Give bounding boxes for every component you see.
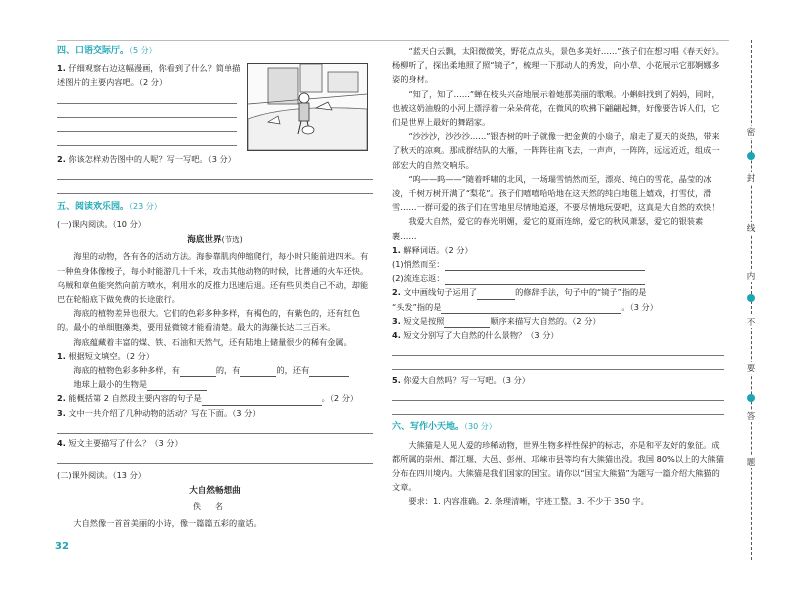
question-5-1a: 海底的植物色彩多种多样，有 的，有 的，还有 bbox=[57, 363, 373, 377]
answer-line[interactable] bbox=[57, 90, 237, 104]
passage-2-title: 大自然畅想曲 bbox=[189, 486, 241, 497]
blank[interactable] bbox=[477, 288, 515, 300]
answer-line[interactable] bbox=[392, 356, 724, 370]
margin-dot-icon bbox=[747, 152, 755, 160]
answer-line[interactable] bbox=[392, 342, 724, 356]
passage-1-para-3: 海底蕴藏着丰富的煤、铁、石油和天然气，还有陆地上储量很少的稀有金属。 bbox=[73, 336, 352, 347]
section-4-heading: 四、口语交际厅。（5 分） bbox=[57, 46, 157, 56]
margin-dot-icon bbox=[747, 294, 755, 302]
answer-line[interactable] bbox=[57, 166, 373, 180]
margin-char: 内 bbox=[744, 270, 758, 282]
writing-prompt: 大熊猫是人见人爱的珍稀动物，世界生物多样性保护的标志，亦是和平友好的象征。成都所属的崇州、都江堰、大邑、彭州、邛崃市县等均有大熊猫出没。我国 80%以上的大熊猫分布在四川境内。大熊猫是我们国家的国宝。请你以“国宝大熊猫”为题写一篇介绍大熊猫的文章。 bbox=[392, 439, 724, 493]
margin-char: 要 bbox=[744, 362, 758, 374]
part-2-label: (二)课外阅读。（13 分） bbox=[57, 470, 146, 481]
right-column bbox=[392, 44, 724, 509]
passage-2-para-1: 大自然像一首首美丽的小诗，像一篇篇五彩的童话。 bbox=[73, 517, 262, 528]
blank[interactable] bbox=[445, 259, 645, 271]
passage-2-para-4: “沙沙沙，沙沙沙……”银杏树的叶子就像一把金黄的小扇子，扇走了夏天的炎热，带来了秋天的凉爽。那成群结队的大雁，一阵阵往南飞去，一声声，一阵阵，远远近近，组成一部宏大的自然交响乐。 bbox=[392, 131, 720, 170]
cartoon-drawing bbox=[248, 64, 367, 150]
question-r-5: 5. 你爱大自然吗？写一写吧。（3 分） bbox=[392, 375, 530, 386]
question-r-3: 3. 短文是按照 顺序来描写大自然的。（2 分） bbox=[392, 314, 724, 328]
question-4-2: 2. 你该怎样劝告图中的人呢？写一写吧。（3 分） bbox=[57, 153, 236, 164]
answer-line[interactable] bbox=[57, 420, 373, 434]
question-r-2b: “头发”指的是 。（3 分） bbox=[392, 300, 724, 314]
passage-1-para-2: 海底的植物差异也很大。它们的色彩多种多样，有褐色的，有紫色的，还有红色的。最小的单细胞藻类，要用显微镜才能看清楚。最大的海藻长达二三百米。 bbox=[57, 308, 360, 333]
passage-2-author: 佚名 bbox=[193, 502, 237, 512]
blank[interactable] bbox=[147, 379, 207, 391]
answer-line[interactable] bbox=[57, 450, 373, 464]
answer-line[interactable] bbox=[392, 387, 724, 401]
question-r-2: 2. 文中画线句子运用了 的修辞手法，句子中的“镜子”指的是 bbox=[392, 285, 724, 299]
blank[interactable] bbox=[444, 316, 490, 328]
answer-lines-4-1 bbox=[57, 90, 237, 146]
passage-1-title: 海底世界(节选) bbox=[187, 235, 243, 246]
blank[interactable] bbox=[202, 394, 322, 406]
blank[interactable] bbox=[445, 273, 645, 285]
question-r-4: 4. 短文分别写了大自然的什么景物？（3 分） bbox=[392, 330, 559, 341]
blank[interactable] bbox=[309, 365, 349, 377]
passage-2-para-6: 我爱大自然，爱它的春光明媚，爱它的夏雨连绵，爱它的秋风萧瑟，爱它的银装素裹…… bbox=[392, 216, 704, 241]
passage-1-para-1: 海里的动物，各有各的活动方法。海参靠肌肉伸缩爬行，每小时只能前进四米。有一种鱼身体像梭子，每小时能游几十千米，攻击其他动物的时候，比普通的火车还快。乌贼和章鱼能突然向前方喷水，利用水的反推力迅速后退。还有些贝类自己不动，却能巴在轮船底下做免费的长途旅行。 bbox=[57, 251, 369, 305]
answer-line[interactable] bbox=[57, 132, 237, 146]
question-5-3: 3. 文中一共介绍了几种动物的活动？写在下面。（3 分） bbox=[57, 407, 261, 418]
margin-char: 不 bbox=[744, 316, 758, 328]
margin-char: 密 bbox=[744, 126, 758, 138]
answer-line[interactable] bbox=[57, 118, 237, 132]
question-4-1: 1. 仔细观察右边这幅漫画，你看到了什么？简单描述图片的主要内容吧。（2 分） bbox=[57, 63, 241, 88]
passage-2-para-3: “知了，知了……”蝉在枝头兴奋地展示着她那美丽的歌喉。小蝌蚪找到了妈妈，同时，也被这奶油般的小河上漂浮着一朵朵荷花，在微风的吹拂下翩翩起舞，好像要告诉人们，它们是世界上最好的舞蹈家。 bbox=[392, 88, 720, 128]
blank[interactable] bbox=[180, 365, 216, 377]
margin-char: 封 bbox=[744, 172, 758, 184]
blank[interactable] bbox=[441, 302, 621, 314]
cartoon-illustration bbox=[247, 63, 368, 151]
answer-line[interactable] bbox=[392, 401, 724, 415]
question-r-1: 1. 解释词语。（2 分） bbox=[392, 244, 473, 255]
margin-char: 线 bbox=[744, 222, 758, 234]
question-r-1a: (1)悄然而至： bbox=[392, 257, 724, 271]
part-1-label: (一)课内阅读。（10 分） bbox=[57, 219, 146, 230]
margin-dot-icon bbox=[747, 394, 755, 402]
margin-char: 题 bbox=[744, 456, 758, 468]
question-5-1b: 地球上最小的生物是 bbox=[57, 377, 373, 391]
passage-2-para-2: “蓝天白云飘，太阳微微笑，野花点点头，景色多美好……”孩子们在想习唱《春天好》。杨柳听了，探出柔地照了照“镜子”，梳理一下那动人的秀发，向小草、小花展示它那婀娜多姿的身材。 bbox=[392, 46, 724, 85]
answer-line[interactable] bbox=[57, 180, 373, 194]
blank[interactable] bbox=[240, 365, 276, 377]
question-r-1b: (2)流连忘返： bbox=[392, 271, 724, 285]
margin-char: 答 bbox=[744, 410, 758, 422]
question-5-2: 2. 能概括第 2 自然段主要内容的句子是 。（2 分） bbox=[57, 391, 373, 405]
question-5-4: 4. 短文主要描写了什么？（3 分） bbox=[57, 437, 183, 448]
page-number: 32 bbox=[55, 541, 69, 552]
passage-2-para-5: “呜——呜——”随着呼啸的北风，一场瑞雪悄然而至，漂亮、纯白的雪花，晶莹的冰凌，千树万树开满了“梨花”。孩子们嘻嘻哈哈地在这天然的纯白地毯上嬉戏，打雪仗，滑雪……一群可爱的孩子们在雪地里尽情地追逐，不要尽情地玩耍吧，这真是大自然的欢快！ bbox=[392, 173, 720, 213]
top-rule bbox=[57, 40, 729, 41]
question-5-1: 1. 根据短文填空。（2 分） bbox=[57, 350, 155, 361]
section-5-heading: 五、阅读欢乐园。（23 分） bbox=[57, 201, 162, 212]
answer-line[interactable] bbox=[57, 104, 237, 118]
section-6-heading: 六、写作小天地。（30 分） bbox=[392, 422, 497, 433]
writing-requirements: 要求：1. 内容准确。2. 条理清晰，字迹工整。3. 不少于 350 字。 bbox=[408, 496, 649, 507]
